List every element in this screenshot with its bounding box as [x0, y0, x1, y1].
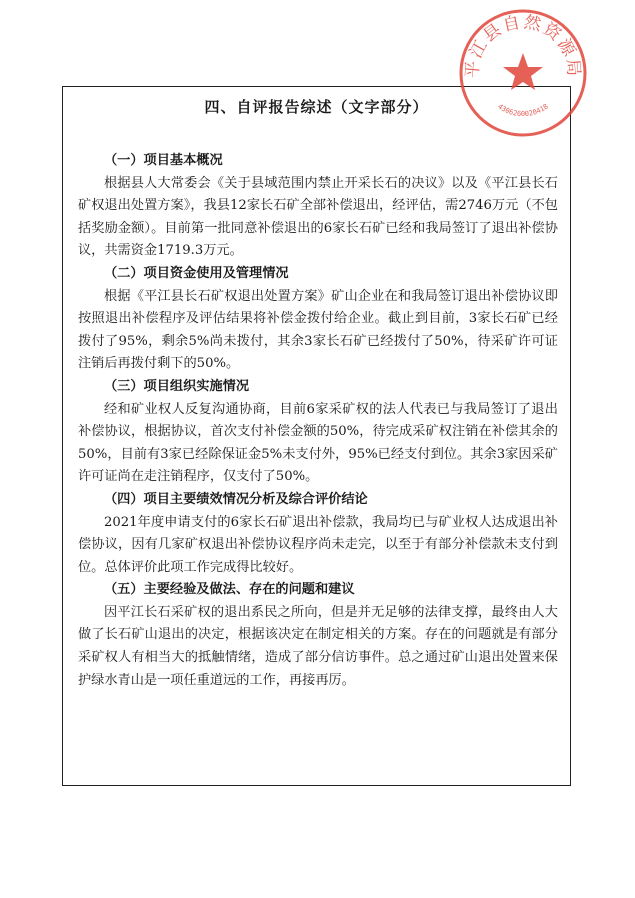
- official-seal: [456, 6, 590, 140]
- svg-text:4306260020418: [496, 103, 550, 119]
- star-icon: [503, 53, 543, 90]
- section-4-heading: （四）项目主要绩效情况分析及综合评价结论: [104, 491, 368, 507]
- seal-code: 4306260020418: [496, 102, 550, 119]
- section-3-body: 经和矿业权人反复沟通协商，目前6家采矿权的法人代表已与我局签订了退出补偿协议，根据协议，首次支付补偿金额的50%，待完成采矿权注销在补偿其余的50%，目前有3家已经除保证金5%未支付外，95%已经支付到位。其余3家因采矿许可证尚在走注销程序，仅支付了50%。: [78, 401, 558, 485]
- section-3-heading: （三）项目组织实施情况: [104, 378, 250, 394]
- document-body: [78, 150, 558, 692]
- section-5-body: 因平江长石采矿权的退出系民之所向，但是并无足够的法律支撑，最终由人大做了长石矿山退出的决定，根据该决定在制定相关的方案。存在的问题就是有部分采矿权人有相当大的抵触情绪，造成了部分信访事件。总之通过矿山退出处置来保护绿水青山是一项任重道远的工作，再接再厉。: [78, 604, 558, 688]
- section-5-heading: （五）主要经验及做法、存在的问题和建议: [104, 582, 355, 598]
- section-2-body: 根据《平江县长石矿权退出处置方案》矿山企业在和我局签订退出补偿协议即按照退出补偿程序及评估结果将补偿金拨付给企业。截止到目前，3家长石矿已经拨付了95%，剩余5%尚未拨付，其余3家长石矿已经拨付了50%，待采矿许可证注销后再拨付剩下的50%。: [78, 288, 558, 372]
- document-title: 四、自评报告综述（文字部分）: [204, 98, 429, 116]
- section-4-body: 2021年度申请支付的6家长石矿退出补偿款，我局均已与矿业权人达成退出补偿协议，因有几家矿权退出补偿协议程序尚未走完，以至于有部分补偿款未支付到位。总体评价此项工作完成得比较好。: [78, 514, 558, 575]
- section-1-body: 根据县人大常委会《关于县域范围内禁止开采长石的决议》以及《平江县长石矿权退出处置方案》，我县12家长石矿全部补偿退出，经评估，需2746万元（不包括奖励金额）。目前第一批同意补偿退出的6家长石矿已经和我局签订了退出补偿协议，共需资金1719.3万元。: [78, 175, 558, 259]
- section-2-heading: （二）项目资金使用及管理情况: [104, 265, 289, 281]
- seal-text: 平江县自然资源局: [462, 12, 584, 79]
- section-1-heading: （一）项目基本概况: [104, 153, 223, 168]
